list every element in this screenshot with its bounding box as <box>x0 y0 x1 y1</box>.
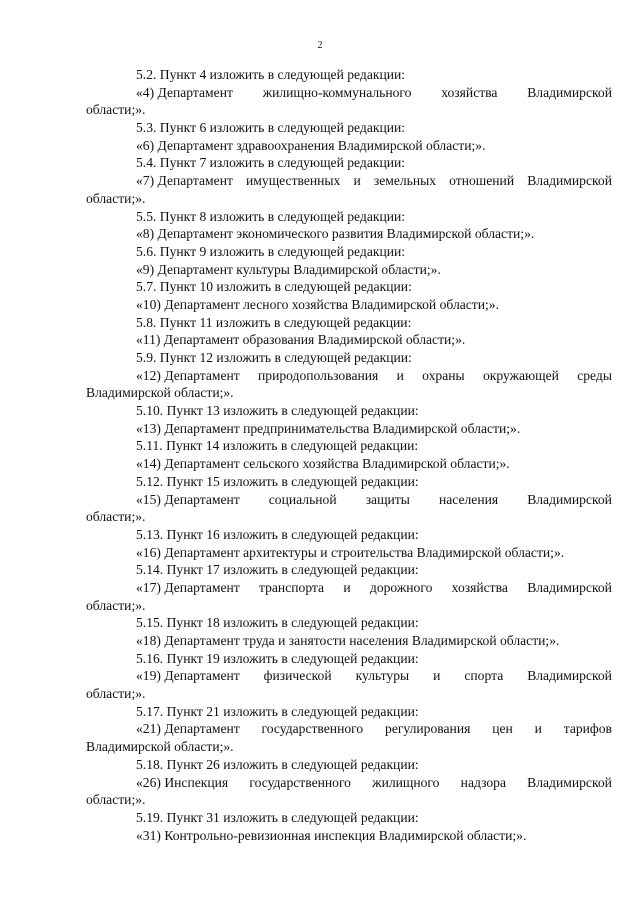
word: физической <box>263 668 332 684</box>
word: и <box>353 173 361 189</box>
word: населения <box>438 491 499 507</box>
word: окружающей <box>482 367 559 383</box>
word: спорта <box>464 668 504 684</box>
amendment-instruction: 5.18. Пункт 26 изложить в следующей редакции: <box>136 756 419 772</box>
amendment-instruction: 5.6. Пункт 9 изложить в следующей редакции: <box>136 243 406 259</box>
amendment-text-continuation: Владимирской области;». <box>86 385 234 401</box>
amendment-instruction: 5.10. Пункт 13 изложить в следующей редакции: <box>136 403 419 419</box>
amendment-text: «6) Департамент здравоохранения Владимирской области;». <box>136 137 486 153</box>
word: охраны <box>422 367 465 383</box>
amendment-instruction: 5.8. Пункт 11 изложить в следующей редакции: <box>136 314 412 330</box>
amendment-text-line <box>86 667 612 685</box>
amendment-instruction: 5.4. Пункт 7 изложить в следующей редакции: <box>136 155 406 171</box>
amendment-text: «14) Департамент сельского хозяйства Владимирской области;». <box>136 456 510 472</box>
word: цен <box>492 721 513 737</box>
amendment-instruction: 5.2. Пункт 4 изложить в следующей редакции: <box>136 67 406 82</box>
word: «26) Инспекция <box>136 774 229 790</box>
word: имущественных <box>246 173 341 189</box>
document-body <box>86 66 612 844</box>
word: дорожного <box>369 579 433 595</box>
word: тарифов <box>563 721 612 737</box>
amendment-text: «9) Департамент культуры Владимирской области;». <box>136 261 441 277</box>
word: «7) Департамент <box>136 173 233 189</box>
amendment-text-line <box>86 172 612 190</box>
word: природопользования <box>258 367 379 383</box>
amendment-instruction: 5.9. Пункт 12 изложить в следующей редакции: <box>136 350 412 365</box>
word: земельных <box>373 173 437 189</box>
amendment-text: «31) Контрольно-ревизионная инспекция Владимирской области;». <box>136 827 527 843</box>
word: государственного <box>249 774 351 790</box>
amendment-text-line <box>86 579 612 597</box>
amendment-text-line <box>86 84 612 102</box>
amendment-instruction: 5.12. Пункт 15 изложить в следующей редакции: <box>136 473 419 489</box>
amendment-text: «13) Департамент предпринимательства Владимирской области;». <box>136 420 521 436</box>
word: «4) Департамент <box>136 84 233 100</box>
amendment-text: «18) Департамент труда и занятости населения Владимирской области;». <box>136 633 560 648</box>
word: «12) Департамент <box>136 367 240 383</box>
amendment-text-continuation: области;». <box>86 792 146 808</box>
amendment-instruction: 5.13. Пункт 16 изложить в следующей редакции: <box>136 526 419 542</box>
amendment-text-continuation: области;». <box>86 102 146 118</box>
amendment-instruction: 5.17. Пункт 21 изложить в следующей редакции: <box>136 703 419 719</box>
amendment-text: «11) Департамент образования Владимирской области;». <box>136 332 466 348</box>
word: жилищно-коммунального <box>262 84 412 100</box>
word: и <box>396 367 404 383</box>
amendment-instruction: 5.14. Пункт 17 изложить в следующей редакции: <box>136 562 419 578</box>
word: «19) Департамент <box>136 668 240 684</box>
word: «17) Департамент <box>136 579 240 595</box>
amendment-text: «10) Департамент лесного хозяйства Владимирской области;». <box>136 296 499 312</box>
word: Владимирской <box>527 579 612 595</box>
amendment-instruction: 5.5. Пункт 8 изложить в следующей редакции: <box>136 208 406 224</box>
word: хозяйства <box>441 84 498 100</box>
word: надзора <box>460 774 506 790</box>
amendment-instruction: 5.7. Пункт 10 изложить в следующей редакции: <box>136 279 412 295</box>
word: Владимирской <box>527 84 612 100</box>
amendment-instruction: 5.11. Пункт 14 изложить в следующей редакции: <box>136 438 419 454</box>
amendment-text-continuation: области;». <box>86 597 146 613</box>
word: среды <box>577 367 612 383</box>
amendment-text-continuation: области;». <box>86 190 146 206</box>
word: и <box>433 668 441 684</box>
amendment-text-line <box>86 491 612 509</box>
page-number: 2 <box>317 40 323 51</box>
amendment-text: «8) Департамент экономического развития Владимирской области;». <box>136 226 535 242</box>
word: культуры <box>355 668 410 684</box>
amendment-instruction: 5.15. Пункт 18 изложить в следующей редакции: <box>136 615 419 631</box>
amendment-instruction: 5.16. Пункт 19 изложить в следующей редакции: <box>136 650 419 666</box>
word: государственного <box>261 721 364 737</box>
amendment-instruction: 5.19. Пункт 31 изложить в следующей редакции: <box>136 809 419 825</box>
word: Владимирской <box>527 668 612 684</box>
word: регулирования <box>385 721 471 737</box>
amendment-text: «16) Департамент архитектуры и строительства Владимирской области;». <box>136 544 565 560</box>
amendment-text-line <box>86 367 612 385</box>
amendment-text-continuation: области;». <box>86 686 146 702</box>
amendment-text-continuation: области;». <box>86 509 146 525</box>
word: и <box>534 721 542 737</box>
word: Владимирской <box>527 173 612 189</box>
amendment-instruction: 5.3. Пункт 6 изложить в следующей редакции: <box>136 120 406 136</box>
word: «15) Департамент <box>136 491 240 507</box>
word: социальной <box>268 491 337 507</box>
word: жилищного <box>372 774 440 790</box>
amendment-text-line <box>86 720 612 738</box>
word: транспорта <box>259 579 325 595</box>
word: Владимирской <box>527 491 612 507</box>
word: хозяйства <box>451 579 508 595</box>
word: Владимирской <box>527 774 612 790</box>
word: отношений <box>449 173 515 189</box>
word: и <box>343 579 351 595</box>
word: защиты <box>365 491 410 507</box>
amendment-text-line <box>86 774 612 792</box>
word: «21) Департамент <box>136 721 240 737</box>
amendment-text-continuation: Владимирской области;». <box>86 739 234 755</box>
